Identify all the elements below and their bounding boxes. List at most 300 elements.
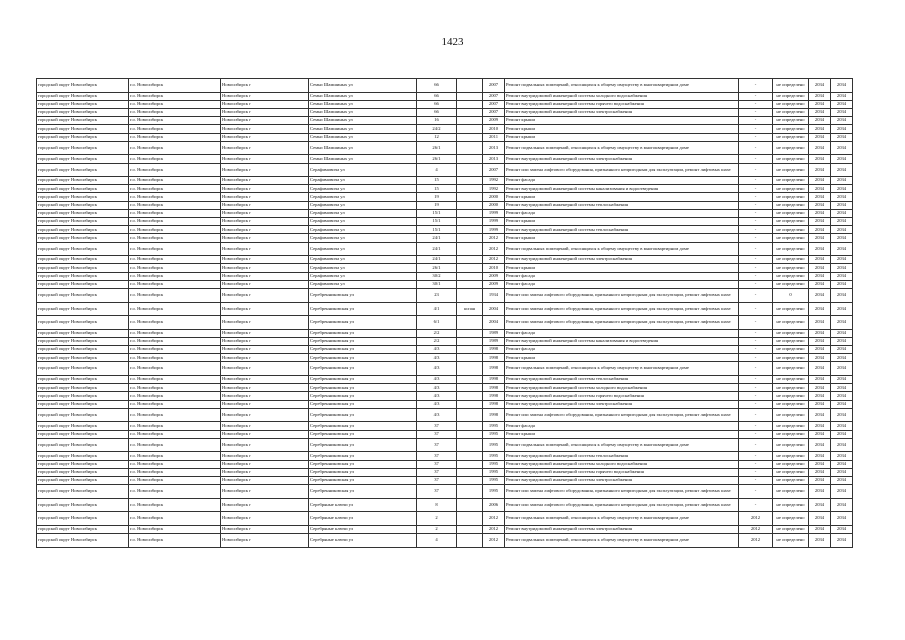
cell-district: городской округ Новосибирск [37, 452, 129, 460]
table-row [37, 226, 853, 234]
cell-city: Новосибирск г [221, 498, 309, 512]
cell-year-from: 2034 [809, 117, 831, 125]
cell-cost: не определено [773, 362, 809, 376]
cell-plan-start: - [739, 280, 773, 288]
table-row [37, 234, 853, 242]
cell-year-to: 2034 [831, 133, 853, 141]
cell-building [457, 201, 483, 209]
cell-work-type: Ремонт подвальных помещений, относящихся к общему имуществу в многоквартирном доме [505, 362, 739, 376]
cell-house: 4 [417, 534, 457, 548]
cell-year: 1998 [483, 392, 505, 400]
cell-city: Новосибирск г [221, 117, 309, 125]
cell-street: Серафимовича ул [309, 201, 417, 209]
cell-city: Новосибирск г [221, 100, 309, 108]
cell-house: 2 [417, 512, 457, 526]
cell-city: Новосибирск г [221, 163, 309, 177]
cell-city: Новосибирск г [221, 384, 309, 392]
cell-plan-start: - [739, 362, 773, 376]
cell-house: 4/3 [417, 354, 457, 362]
cell-building [457, 242, 483, 256]
cell-year: 1995 [483, 422, 505, 430]
cell-cost: не определено [773, 438, 809, 452]
cell-building [457, 234, 483, 242]
cell-building [457, 329, 483, 337]
cell-building [457, 163, 483, 177]
cell-city: Новосибирск г [221, 316, 309, 330]
cell-year-to: 2034 [831, 337, 853, 345]
table-row [37, 155, 853, 163]
cell-building [457, 256, 483, 264]
cell-settlement: г.о. Новосибирск [129, 288, 221, 302]
cell-year-from: 2034 [809, 209, 831, 217]
cell-city: Новосибирск г [221, 302, 309, 316]
cell-district: городской округ Новосибирск [37, 438, 129, 452]
cell-building [457, 468, 483, 476]
cell-year-to: 2034 [831, 525, 853, 533]
cell-house: 15/1 [417, 218, 457, 226]
cell-plan-start: - [739, 185, 773, 193]
cell-year: 2000 [483, 193, 505, 201]
cell-city: Новосибирск г [221, 256, 309, 264]
cell-year: 1998 [483, 346, 505, 354]
cell-year-from: 2034 [809, 354, 831, 362]
cell-house: 24/1 [417, 256, 457, 264]
table-row [37, 362, 853, 376]
cell-settlement: г.о. Новосибирск [129, 376, 221, 384]
cell-settlement: г.о. Новосибирск [129, 400, 221, 408]
cell-street: Серебренниковская ул [309, 476, 417, 484]
cell-year: 1998 [483, 384, 505, 392]
cell-work-type: Ремонт внутридомовой инженерной системы холодного водоснабжения [505, 384, 739, 392]
cell-building [457, 133, 483, 141]
cell-year-from: 2034 [809, 392, 831, 400]
cell-city: Новосибирск г [221, 438, 309, 452]
cell-year: 2012 [483, 512, 505, 526]
cell-year: 1995 [483, 476, 505, 484]
cell-building [457, 79, 483, 93]
table-body [37, 79, 853, 548]
cell-street: Семьи Шамшиных ул [309, 155, 417, 163]
cell-plan-start: 2012 [739, 534, 773, 548]
cell-cost: не определено [773, 141, 809, 155]
cell-street: Серафимовича ул [309, 272, 417, 280]
cell-district: городской округ Новосибирск [37, 400, 129, 408]
cell-district: городской округ Новосибирск [37, 125, 129, 133]
cell-street: Серебренниковская ул [309, 392, 417, 400]
cell-year-to: 2034 [831, 92, 853, 100]
cell-work-type: Ремонт внутридомовой инженерной системы канализования и водоотведения [505, 337, 739, 345]
cell-work-type: Ремонт фасада [505, 329, 739, 337]
cell-year-to: 2034 [831, 288, 853, 302]
cell-work-type: Ремонт подвальных помещений, относящихся к общему имуществу в многоквартирном доме [505, 512, 739, 526]
cell-plan-start: - [739, 460, 773, 468]
cell-street: Серафимовича ул [309, 226, 417, 234]
cell-year: 1989 [483, 329, 505, 337]
cell-house: 2/2 [417, 337, 457, 345]
cell-year: 1998 [483, 376, 505, 384]
table-row [37, 272, 853, 280]
cell-year-from: 2034 [809, 201, 831, 209]
cell-cost: не определено [773, 460, 809, 468]
cell-cost: не определено [773, 525, 809, 533]
cell-year-to: 2034 [831, 512, 853, 526]
cell-settlement: г.о. Новосибирск [129, 460, 221, 468]
cell-city: Новосибирск г [221, 337, 309, 345]
cell-district: городской округ Новосибирск [37, 362, 129, 376]
cell-year: 2009 [483, 117, 505, 125]
cell-year: 2012 [483, 242, 505, 256]
cell-street: Семьи Шамшиных ул [309, 92, 417, 100]
cell-plan-start: - [739, 218, 773, 226]
table-row [37, 392, 853, 400]
cell-house: 37 [417, 468, 457, 476]
cell-year-to: 2034 [831, 218, 853, 226]
cell-street: Серебряные ключи ул [309, 498, 417, 512]
cell-building [457, 280, 483, 288]
cell-district: городской округ Новосибирск [37, 525, 129, 533]
cell-year: 2009 [483, 272, 505, 280]
cell-street: Семьи Шамшиных ул [309, 79, 417, 93]
table-row [37, 337, 853, 345]
cell-building [457, 460, 483, 468]
cell-street: Серафимовича ул [309, 177, 417, 185]
cell-year-to: 2034 [831, 117, 853, 125]
cell-building [457, 193, 483, 201]
cell-street: Семьи Шамшиных ул [309, 117, 417, 125]
cell-building [457, 512, 483, 526]
cell-cost: не определено [773, 476, 809, 484]
cell-house: 4/3 [417, 392, 457, 400]
cell-cost: не определено [773, 280, 809, 288]
cell-year: 1995 [483, 452, 505, 460]
cell-house: 19 [417, 201, 457, 209]
cell-settlement: г.о. Новосибирск [129, 256, 221, 264]
cell-cost: не определено [773, 485, 809, 499]
cell-city: Новосибирск г [221, 525, 309, 533]
cell-year-from: 2034 [809, 302, 831, 316]
cell-house: 4/1 [417, 302, 457, 316]
cell-work-type: Ремонт крыши [505, 218, 739, 226]
cell-street: Серебренниковская ул [309, 302, 417, 316]
cell-year-to: 2034 [831, 108, 853, 116]
cell-district: городской округ Новосибирск [37, 329, 129, 337]
cell-street: Серебряные ключи ул [309, 534, 417, 548]
cell-work-type: Ремонт внутридомовой инженерной системы теплоснабжения [505, 226, 739, 234]
cell-work-type: Ремонт внутридомовой инженерной системы холодного водоснабжения [505, 92, 739, 100]
cell-cost: не определено [773, 400, 809, 408]
cell-city: Новосибирск г [221, 354, 309, 362]
cell-house: 2/2 [417, 329, 457, 337]
cell-house: 16 [417, 117, 457, 125]
cell-year-to: 2034 [831, 234, 853, 242]
cell-house: 15 [417, 177, 457, 185]
cell-work-type: Ремонт фасада [505, 177, 739, 185]
cell-house: 24/1 [417, 234, 457, 242]
cell-year: 1992 [483, 177, 505, 185]
cell-year-from: 2034 [809, 280, 831, 288]
cell-year-from: 2034 [809, 108, 831, 116]
cell-district: городской округ Новосибирск [37, 422, 129, 430]
cell-plan-start: - [739, 400, 773, 408]
table-row [37, 100, 853, 108]
cell-year-to: 2034 [831, 329, 853, 337]
cell-work-type: Ремонт фасада [505, 280, 739, 288]
cell-cost: не определено [773, 108, 809, 116]
cell-year-to: 2034 [831, 242, 853, 256]
cell-plan-start: - [739, 384, 773, 392]
cell-cost: не определено [773, 133, 809, 141]
cell-building [457, 209, 483, 217]
cell-year-from: 2034 [809, 316, 831, 330]
cell-house: 15/1 [417, 226, 457, 234]
cell-year-from: 2034 [809, 177, 831, 185]
cell-year: 2013 [483, 141, 505, 155]
cell-house: 37 [417, 438, 457, 452]
cell-work-type: Ремонт крыши [505, 354, 739, 362]
cell-street: Серафимовича ул [309, 242, 417, 256]
cell-plan-start: - [739, 337, 773, 345]
cell-city: Новосибирск г [221, 534, 309, 548]
cell-city: Новосибирск г [221, 288, 309, 302]
cell-house: 26/1 [417, 141, 457, 155]
cell-settlement: г.о. Новосибирск [129, 362, 221, 376]
cell-year-from: 2034 [809, 256, 831, 264]
cell-settlement: г.о. Новосибирск [129, 346, 221, 354]
cell-city: Новосибирск г [221, 460, 309, 468]
cell-building [457, 376, 483, 384]
cell-city: Новосибирск г [221, 329, 309, 337]
cell-building [457, 264, 483, 272]
cell-settlement: г.о. Новосибирск [129, 272, 221, 280]
cell-work-type: Ремонт внутридомовой инженерной системы канализования и водоотведения [505, 185, 739, 193]
cell-year-to: 2034 [831, 125, 853, 133]
cell-house: 66 [417, 100, 457, 108]
table-row [37, 354, 853, 362]
cell-district: городской округ Новосибирск [37, 218, 129, 226]
cell-street: Серафимовича ул [309, 163, 417, 177]
cell-city: Новосибирск г [221, 209, 309, 217]
cell-city: Новосибирск г [221, 485, 309, 499]
cell-house: 4/3 [417, 408, 457, 422]
cell-year-to: 2034 [831, 430, 853, 438]
cell-plan-start: - [739, 92, 773, 100]
cell-district: городской округ Новосибирск [37, 177, 129, 185]
cell-plan-start: - [739, 108, 773, 116]
cell-year-to: 2034 [831, 100, 853, 108]
cell-house: 30/2 [417, 272, 457, 280]
cell-house: 19 [417, 193, 457, 201]
cell-year: 1999 [483, 218, 505, 226]
cell-year-to: 2034 [831, 209, 853, 217]
cell-city: Новосибирск г [221, 362, 309, 376]
cell-city: Новосибирск г [221, 512, 309, 526]
cell-district: городской округ Новосибирск [37, 498, 129, 512]
cell-city: Новосибирск г [221, 272, 309, 280]
cell-district: городской округ Новосибирск [37, 534, 129, 548]
cell-settlement: г.о. Новосибирск [129, 117, 221, 125]
cell-district: городской округ Новосибирск [37, 234, 129, 242]
cell-year: 2012 [483, 234, 505, 242]
cell-house: 2 [417, 525, 457, 533]
cell-plan-start: - [739, 117, 773, 125]
cell-building [457, 534, 483, 548]
cell-year: 2013 [483, 155, 505, 163]
table-row [37, 242, 853, 256]
cell-plan-start: 2012 [739, 512, 773, 526]
page-number: 1423 [441, 36, 464, 48]
cell-work-type: Ремонт подвальных помещений, относящихся к общему имуществу в многоквартирном доме [505, 242, 739, 256]
cell-settlement: г.о. Новосибирск [129, 422, 221, 430]
cell-building [457, 177, 483, 185]
cell-plan-start: - [739, 256, 773, 264]
cell-year-from: 2034 [809, 79, 831, 93]
table-row [37, 92, 853, 100]
cell-plan-start: - [739, 408, 773, 422]
cell-work-type: Ремонт крыши [505, 125, 739, 133]
cell-year-from: 2034 [809, 218, 831, 226]
cell-work-type: Ремонт фасада [505, 346, 739, 354]
cell-street: Серебренниковская ул [309, 438, 417, 452]
cell-work-type: Ремонт или замена лифтового оборудования, признанного непригодным для эксплуатации, ремонт лифтовых шахт [505, 316, 739, 330]
cell-cost: не определено [773, 209, 809, 217]
cell-plan-start: - [739, 346, 773, 354]
cell-plan-start: - [739, 422, 773, 430]
cell-cost: не определено [773, 185, 809, 193]
cell-cost: не определено [773, 125, 809, 133]
cell-cost: не определено [773, 384, 809, 392]
cell-city: Новосибирск г [221, 218, 309, 226]
cell-year: 2007 [483, 100, 505, 108]
cell-work-type: Ремонт внутридомовой инженерной системы теплоснабжения [505, 201, 739, 209]
table-row [37, 193, 853, 201]
table-row [37, 209, 853, 217]
cell-year: 1998 [483, 362, 505, 376]
cell-settlement: г.о. Новосибирск [129, 476, 221, 484]
cell-year: 1995 [483, 438, 505, 452]
cell-plan-start: - [739, 354, 773, 362]
cell-year-to: 2034 [831, 362, 853, 376]
cell-street: Серебряные ключи ул [309, 525, 417, 533]
cell-district: городской округ Новосибирск [37, 193, 129, 201]
cell-street: Семьи Шамшиных ул [309, 133, 417, 141]
cell-building [457, 117, 483, 125]
cell-year-from: 2034 [809, 376, 831, 384]
cell-house: 66 [417, 92, 457, 100]
cell-work-type: Ремонт подвальных помещений, относящихся к общему имуществу в многоквартирном доме [505, 141, 739, 155]
cell-year-to: 2034 [831, 201, 853, 209]
table-row [37, 422, 853, 430]
cell-year-to: 2034 [831, 392, 853, 400]
cell-street: Серебренниковская ул [309, 316, 417, 330]
cell-work-type: Ремонт или замена лифтового оборудования, признанного непригодным для эксплуатации, ремонт лифтовых шахт [505, 302, 739, 316]
cell-city: Новосибирск г [221, 177, 309, 185]
cell-cost: не определено [773, 92, 809, 100]
cell-street: Семьи Шамшиных ул [309, 100, 417, 108]
table-row [37, 163, 853, 177]
cell-cost: не определено [773, 117, 809, 125]
cell-street: Серафимовича ул [309, 234, 417, 242]
cell-year: 1995 [483, 430, 505, 438]
cell-house: 6/1 [417, 316, 457, 330]
cell-year-from: 2034 [809, 185, 831, 193]
table-row [37, 185, 853, 193]
cell-year-from: 2034 [809, 452, 831, 460]
cell-street: Серафимовича ул [309, 256, 417, 264]
cell-plan-start: - [739, 430, 773, 438]
cell-house: 24/1 [417, 242, 457, 256]
cell-year-to: 2034 [831, 346, 853, 354]
cell-city: Новосибирск г [221, 234, 309, 242]
cell-year-to: 2034 [831, 376, 853, 384]
cell-building [457, 100, 483, 108]
cell-district: городской округ Новосибирск [37, 242, 129, 256]
cell-year-to: 2034 [831, 163, 853, 177]
cell-year-from: 2034 [809, 525, 831, 533]
cell-year-from: 2034 [809, 141, 831, 155]
cell-house: 4/3 [417, 346, 457, 354]
table-row [37, 117, 853, 125]
cell-district: городской округ Новосибирск [37, 384, 129, 392]
cell-plan-start: - [739, 452, 773, 460]
cell-plan-start: - [739, 226, 773, 234]
cell-house: 26/1 [417, 155, 457, 163]
cell-year-to: 2034 [831, 272, 853, 280]
table-row [37, 408, 853, 422]
cell-cost: не определено [773, 354, 809, 362]
cell-street: Серафимовича ул [309, 185, 417, 193]
cell-year-to: 2034 [831, 438, 853, 452]
cell-work-type: Ремонт или замена лифтового оборудования, признанного непригодным для эксплуатации, ремонт лифтовых шахт [505, 408, 739, 422]
cell-cost: не определено [773, 534, 809, 548]
cell-house: 37 [417, 430, 457, 438]
table-row [37, 476, 853, 484]
cell-plan-start: - [739, 141, 773, 155]
cell-year-from: 2034 [809, 384, 831, 392]
cell-plan-start: - [739, 376, 773, 384]
cell-year: 2007 [483, 92, 505, 100]
cell-building [457, 337, 483, 345]
cell-plan-start: - [739, 468, 773, 476]
cell-work-type: Ремонт крыши [505, 234, 739, 242]
cell-year-from: 2034 [809, 362, 831, 376]
cell-street: Серебренниковская ул [309, 354, 417, 362]
cell-city: Новосибирск г [221, 226, 309, 234]
cell-work-type: Ремонт подвальных помещений, относящихся к общему имуществу в многоквартирном доме [505, 79, 739, 93]
cell-district: городской округ Новосибирск [37, 337, 129, 345]
cell-cost: не определено [773, 226, 809, 234]
cell-house: 23 [417, 288, 457, 302]
cell-year-to: 2034 [831, 302, 853, 316]
cell-work-type: Ремонт внутридомовой инженерной системы электроснабжения [505, 256, 739, 264]
cell-district: городской округ Новосибирск [37, 288, 129, 302]
cell-street: Серебренниковская ул [309, 329, 417, 337]
cell-settlement: г.о. Новосибирск [129, 133, 221, 141]
table-row [37, 264, 853, 272]
cell-plan-start: - [739, 234, 773, 242]
cell-plan-start: - [739, 329, 773, 337]
cell-settlement: г.о. Новосибирск [129, 438, 221, 452]
cell-street: Серебренниковская ул [309, 337, 417, 345]
cell-district: городской округ Новосибирск [37, 108, 129, 116]
cell-house: 37 [417, 452, 457, 460]
cell-year-from: 2034 [809, 163, 831, 177]
cell-district: городской округ Новосибирск [37, 302, 129, 316]
cell-settlement: г.о. Новосибирск [129, 329, 221, 337]
cell-plan-start: - [739, 476, 773, 484]
table-row [37, 302, 853, 316]
cell-street: Серебренниковская ул [309, 346, 417, 354]
cell-settlement: г.о. Новосибирск [129, 185, 221, 193]
